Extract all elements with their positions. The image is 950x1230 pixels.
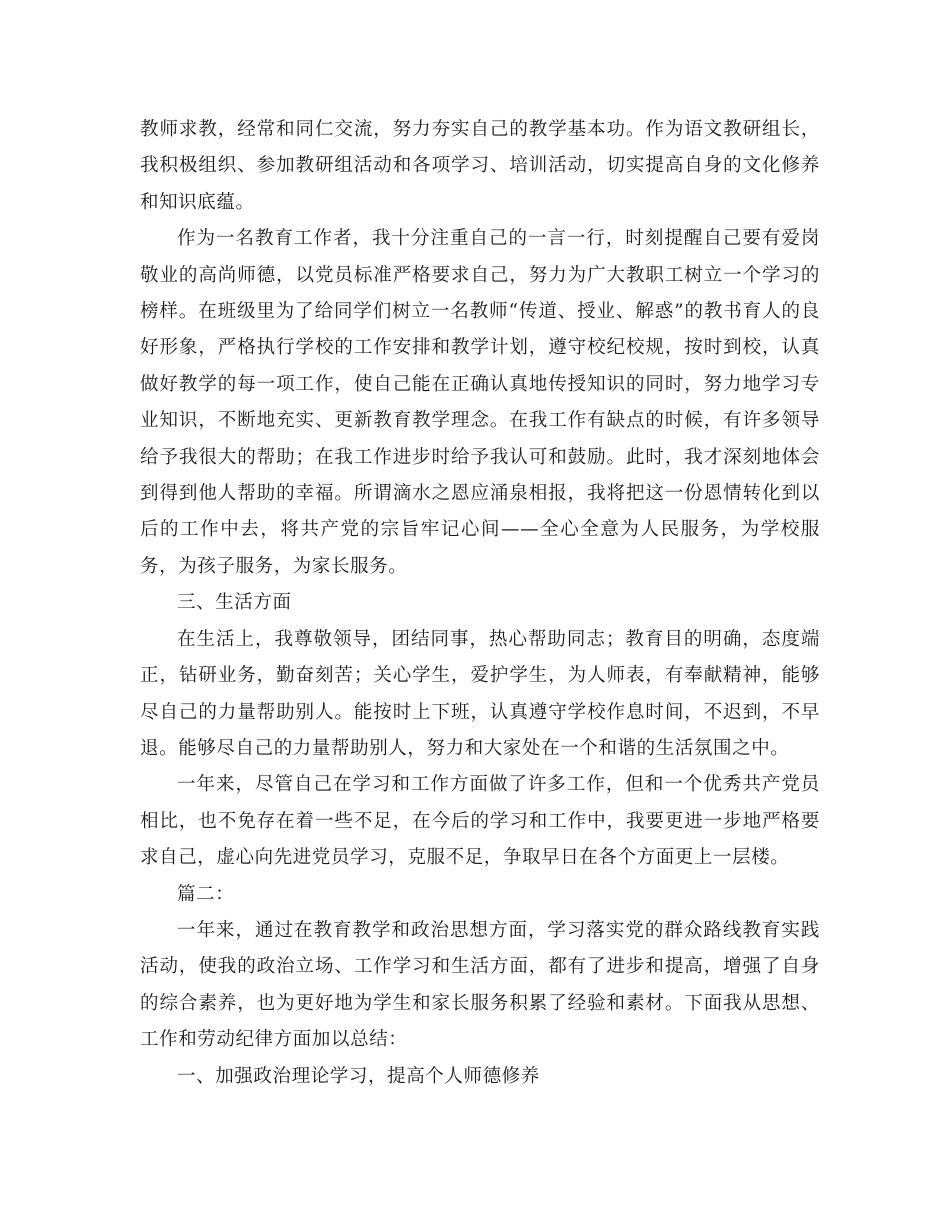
paragraph-teacher-ethics: 作为一名教育工作者，我十分注重自己的一言一行，时刻提醒自己要有爱岗敬业的高尚师德，以党员标准严格要求自己，努力为广大教职工树立一个学习的榜样。在班级里为了给同学们树立一名教师“传道、授业、解惑”的教书育人的良好形象，严格执行学校的工作安排和教学计划，遵守校纪校规，按时到校，认真做好教学的每一项工作，使自己能在正确认真地传授知识的同时，努力地学习专业知识，不断地充实、更新教育教学理念。在我工作有缺点的时候，有许多领导给予我很大的帮助；在我工作进步时给予我认可和鼓励。此时，我才深刻地体会到得到他人帮助的幸福。所谓滴水之恩应涌泉相报，我将把这一份恩情转化到以后的工作中去，将共产党的宗旨牢记心间——全心全意为人民服务，为学校服务，为孩子服务，为家长服务。: [140, 228, 820, 577]
section-heading-life: 三、生活方面: [177, 592, 292, 614]
paragraph-continued: 教师求教，经常和同仁交流，努力夯实自己的教学基本功。作为语文教研组长，我积极组织、参加教研组活动和各项学习、培训活动，切实提高自身的文化修养和知识底蕴。: [140, 119, 820, 213]
document-body: [140, 112, 820, 1095]
section-heading-politics: 一、加强政治理论学习，提高个人师德修养: [177, 1065, 540, 1087]
paragraph-life: 在生活上，我尊敬领导，团结同事，热心帮助同志；教育目的明确，态度端正，钻研业务，勤奋刻苦；关心学生，爱护学生，为人师表，有奉献精神，能够尽自己的力量帮助别人。能按时上下班，认真遵守学校作息时间，不迟到，不早退。能够尽自己的力量帮助别人，努力和大家处在一个和谐的生活氛围之中。: [140, 628, 820, 759]
paragraph-part-two-intro: 一年来，通过在教育教学和政治思想方面，学习落实党的群众路线教育实践活动，使我的政治立场、工作学习和生活方面，都有了进步和提高，增强了自身的综合素养，也为更好地为学生和家长服务积累了经验和素材。下面我从思想、工作和劳动纪律方面加以总结：: [140, 919, 820, 1051]
paragraph-summary: 一年来，尽管自己在学习和工作方面做了许多工作，但和一个优秀共产党员相比，也不免存在着一些不足，在今后的学习和工作中，我要更进一步地严格要求自己，虚心向先进党员学习，克服不足，争取早日在各个方面更上一层楼。: [140, 774, 820, 869]
section-heading-part-two: 篇二：: [177, 883, 235, 905]
